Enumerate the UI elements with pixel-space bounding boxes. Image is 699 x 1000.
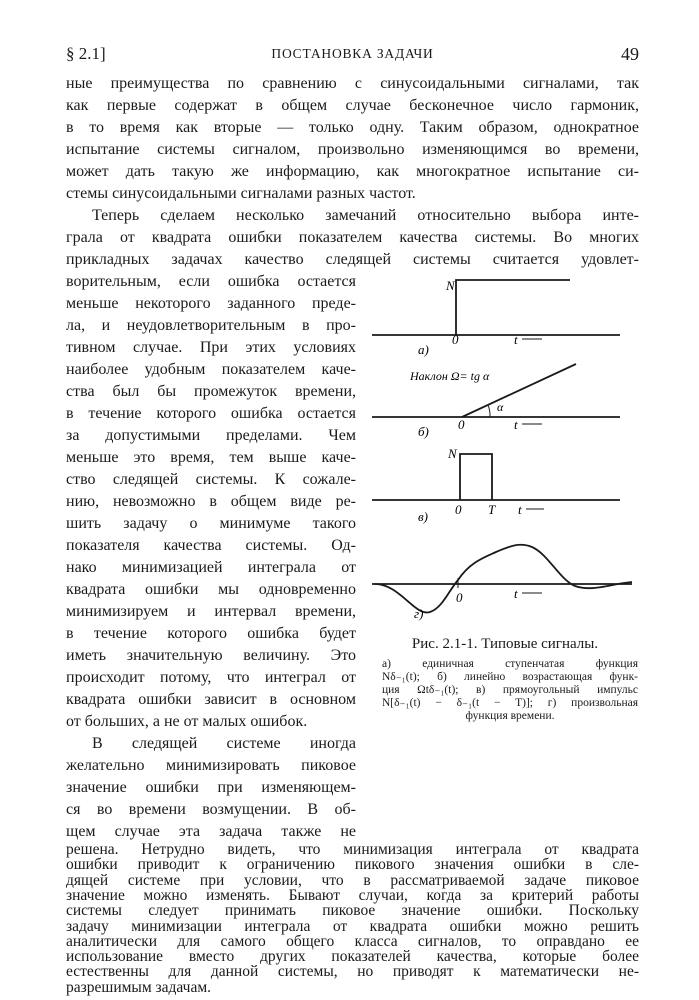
- text-line: ные преимущества по сравнению с синусоидальными сигналами, так: [66, 75, 639, 92]
- text-line: происходит потому, что интеграл от: [66, 669, 356, 686]
- text-line: аналитически для самого общего класса сигналов, то оправдано ее: [66, 932, 639, 950]
- panel-c-pulse: [372, 446, 620, 524]
- label-zero-d: 0: [456, 590, 463, 605]
- text-line: использование вместо других показателей качества, которые более: [66, 948, 639, 966]
- text-line: меньше это время, тем выше каче-: [66, 449, 356, 466]
- caption-line: а) единичная ступенчатая функция: [382, 658, 638, 670]
- text-line: системы следует принимать пиковое значение ошибки. Поскольку: [66, 902, 639, 920]
- text-line: значение можно изменять. Бывают случаи, когда за критерий работы: [66, 886, 639, 904]
- text-line: в то время как вторые — только одну. Таким образом, однократное: [66, 119, 639, 136]
- label-c: в): [418, 509, 428, 524]
- caption-line: функция времени.: [465, 710, 555, 722]
- text-line: испытание системы сигналом, произвольно изменяющимся во времени,: [66, 141, 639, 158]
- section-number: § 2.1]: [66, 44, 106, 63]
- text-line: грала от квадрата ошибки показателем качества системы. Во многих: [66, 229, 639, 246]
- text-line: ла, и неудовлетворительным в про-: [66, 317, 356, 334]
- text-line: ство следящей системы. К сожале-: [66, 471, 356, 488]
- text-line: значение ошибки при изменяющем-: [66, 779, 356, 796]
- text-line: в течение которого ошибка будет: [66, 625, 356, 642]
- label-zero-b: 0: [458, 417, 465, 432]
- text-line: желательно минимизировать пиковое: [66, 757, 356, 774]
- label-t-c: t: [518, 502, 522, 517]
- alpha-label: α: [497, 400, 504, 414]
- figure-caption-title: Рис. 2.1-1. Типовые сигналы.: [411, 636, 599, 652]
- running-title: ПОСТАНОВКА ЗАДАЧИ: [271, 46, 434, 61]
- signals-figure: [370, 262, 640, 637]
- alpha-arc: [488, 405, 490, 417]
- label-b: б): [418, 424, 429, 439]
- text-line: нию, невозможно в общем виде ре-: [66, 493, 356, 510]
- caption-line: Nδ₋₁(t); б) линейно возрастающая функ-: [382, 671, 638, 683]
- label-t-a: t: [514, 332, 518, 347]
- label-d: г): [414, 606, 424, 621]
- text-line: от больших, а не от малых ошибок.: [66, 713, 308, 730]
- caption-line: N[δ₋₁(t) − δ₋₁(t − T)]; г) произвольная: [382, 697, 638, 709]
- text-line: как первые содержат в общем случае бесконечное число гармоник,: [66, 97, 639, 114]
- text-line: минимизируем и интервал времени,: [66, 603, 356, 620]
- text-line: В следящей системе иногда: [92, 735, 356, 752]
- text-line: шить задачу о минимуме такого: [66, 515, 356, 532]
- text-line: разрешимым задачам.: [66, 978, 212, 996]
- text-line: дящей системе при условии, что в рассматриваемой задаче пиковое: [66, 871, 639, 889]
- panel-b-ramp: [372, 364, 620, 439]
- text-line: прикладных задачах качество следящей системы считается удовлет-: [66, 251, 639, 268]
- text-line: ошибки приводит к ограничению пикового значения ошибки в сле-: [66, 856, 639, 874]
- pulse-curve: [460, 454, 492, 500]
- text-line: Теперь сделаем несколько замечаний относительно выбора инте-: [92, 207, 639, 224]
- label-t-b: t: [514, 417, 518, 432]
- text-line: стемы синусоидальными сигналами разных частот.: [66, 185, 416, 202]
- page-number: 49: [621, 44, 639, 64]
- text-line: за допустимыми пределами. Чем: [66, 427, 356, 444]
- text-line: щем случае эта задача также не: [66, 823, 356, 840]
- text-line: квадрата ошибки мы одновременно: [66, 581, 356, 598]
- text-line: ся во времени возмущении. В об-: [66, 801, 356, 818]
- label-zero-c: 0: [455, 502, 462, 517]
- text-line: задачу минимизации интеграла от квадрата ошибки можно решить: [66, 917, 639, 935]
- figure-caption-text: [382, 658, 638, 723]
- caption-line: ция Ωtδ₋₁(t); в) прямоугольный импульс: [382, 684, 638, 696]
- text-line: квадрата ошибки зависит в основном: [66, 691, 356, 708]
- text-line: нако минимизацией интеграла от: [66, 559, 356, 576]
- step-curve: [456, 280, 570, 335]
- text-line: естественны для данной системы, но приводят к математически не-: [66, 963, 639, 981]
- text-line: тивном случае. При этих условиях: [66, 339, 356, 356]
- text-line: ворительным, если ошибка остается: [66, 273, 356, 290]
- text-line: меньше некоторого заданного преде-: [66, 295, 356, 312]
- page-header: [66, 44, 639, 68]
- label-zero-a: 0: [452, 332, 459, 347]
- text-line: в течение которого ошибка остается: [66, 405, 356, 422]
- text-line: наиболее удобным показателем каче-: [66, 361, 356, 378]
- text-line: может дать такую же информацию, как многократное испытание си-: [66, 163, 639, 180]
- label-n-c: N: [448, 446, 457, 461]
- label-t-cap-c: T: [488, 502, 496, 517]
- text-line: иметь значительную величину. Это: [66, 647, 356, 664]
- panel-a-step: [372, 278, 620, 357]
- panel-d-arbitrary: [372, 545, 632, 621]
- slope-label: Наклон Ω= tg α: [410, 369, 490, 383]
- text-line: ства был бы промежуток времени,: [66, 383, 356, 400]
- label-t-d: t: [514, 586, 518, 601]
- text-line: показателя качества системы. Од-: [66, 537, 356, 554]
- arbitrary-curve: [375, 545, 632, 613]
- label-a: а): [418, 342, 429, 357]
- text-line: решена. Нетрудно видеть, что минимизация интеграла от квадрата: [66, 841, 639, 858]
- label-n-a: N: [446, 278, 455, 293]
